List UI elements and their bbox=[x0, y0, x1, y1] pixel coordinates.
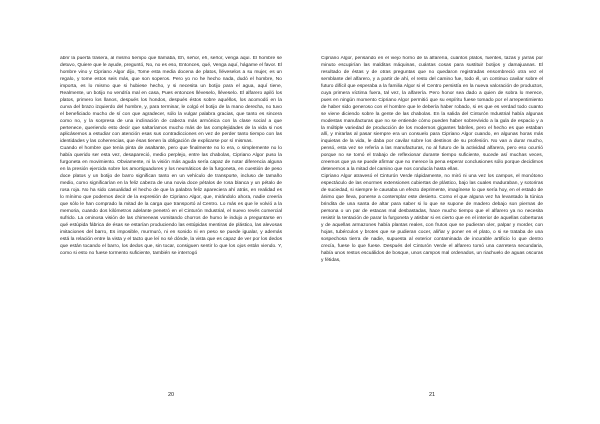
left-page-text bbox=[60, 56, 282, 376]
right-page-text bbox=[321, 56, 543, 376]
right-page bbox=[300, 0, 600, 424]
page-number: 20 bbox=[167, 392, 175, 398]
paragraph: abrir la puerta trasera, al mismo tiempo que llamaba, Eh, señor, eh, señor, venga aquí. El hombre se detuvo, Quiere que le ayude, preguntó, No, no es eso, Entonces, qué, Venga aquí, hágame el favor. El hombre vino y Cipriano Algor dijo, Tome esta media docena de platos, lléveselos a su mujer, es un regalo, y tome estos seis más, que son soperos. Pero yo no he hecho nada, dudó el hombre, No importa, es lo mismo que si hubiese hecho, y si necesita un botijo para el agua, aquí tiene, Realmente, un botijo no vendría mal en casa, Pues entonces lléveselo, lléveselo. El alfarero apiló los platos, primero los llanos, después los hondos, después éstos sobre aquéllos, los acomodó en la curva del brazo izquierdo del hombre, y, para terminar, le colgó el botijo de la mano derecha, no tuvo el beneficiado mucho de sí con que agradecer, sólo la vulgar palabra gracias, que tanto es sincera como no, y la sorpresa de una inclinación de cabeza más armónica con la clase social a que pertenece, queriendo esto decir que saltaríamos mucho más de las complejidades de la vida si nos aplicásemos a estudiar con atención esas sus contradicciones en vez de perder tanto tiempo con las identidades y las coherencias, que ésas tienen la obligación de explicarse por sí mismas. bbox=[60, 56, 282, 145]
paragraph: Cuando el hombre que tenía pinta de asaltante, pero que finalmente no lo era, o simplemente no lo había querido ser esta vez, desapareció, medio perplejo, entre las chabolas, Cipriano Algor puso la furgoneta en movimiento. Obviamente, ni la visión más aguda sería capaz de notar diferencia alguna en la presión ejercida sobre los amortiguadores y los neumáticos de la furgoneta, en cuestión de peso doce platos y un botijo de barro significan tanto en un vehículo de transporte, incluso de tamaño medio, como significarían en la feliz cabeza de una novia doce pétalos de rosa blanca y un pétalo de rosa roja. No ha sido casualidad el hecho de que la palabra feliz apareciera ahí atrás, en realidad es lo mínimo que podemos decir de la expresión de Cipriano Algor, que, mirándolo ahora, nadie creería que sólo le han comprado la mitad de la carga que transportó al Centro. Lo más es que le volvió a la memoria, cuando dos kilómetros adelante penetró en el Cinturón Industrial, el nuevo revés comercial sufrido. La ominosa visión de las chimeneas vomitando chorros de humo le indujo a preguntarse en qué estúpida fábrica de ésas se estarían produciendo las estúpidas mentiras de plástico, las alevosas imitaciones del barro, Es imposible, murmuró, ni en sonido ni en peso se puede igualar, y además está la relación entre la vista y el tacto que leí no sé dónde, la vista que es capaz de ver por los dedos que están tocando el barro, los dedos que, sin tocar, consiguen sentir lo que los ojos están viendo. Y, como si esto no fuese tormento suficiente, también se interrogó bbox=[60, 146, 282, 256]
page-number: 21 bbox=[428, 392, 436, 398]
paragraph: Cipriano Algor atravesó el Cinturón Verde rápidamente, no miró ni una vez los campos, el monótono espectáculo de las enormes extensiones cubiertas de plástico, bajo las cuales maduraban, y sotoriras de suciedad, si siempre le causaba un efecto deprimente, imagínese lo que sería hoy, en el estado de ánimo que lleva, ponerse a contemplar este desierto. Como el que alguna vez ha levantado la túnica brindita de una santa de altar para saber si lo que se supone de madero debajo son piernas de persona o un par de estacas mal desbastadas, hace mucho tiempo que el alfarero ya no necesita resistir la tentación de parar la furgoneta y atisbar si es cierto que en el interior de aquellas coberturas y de aquellas armazones había plantas reales, con frutos que se pudieran oler, palpar y morder, con hojas, tubérculos y brotes que se pudieran cocer, aliñar y poner en el plato, o si se trataba de una sospechosa tierra de nadie, supuesta al exterior contaminada de incurable artificio lo que dentro crecía, fuese lo que fuese. Después del Cinturón Verde el alfarero tomó una carretera secundaria, había unos restos escuálidos de bosque, unos campos mal ordenados, un riachuelo de aguas oscuras y fétidas, bbox=[321, 174, 543, 263]
paragraph: Cipriano Algor, pensando en el viejo horno de la alfarería, cuántos platos, fuentes, tazas y jarras por minuto escupirían las malditas máquinas, cuántas cosas para sustituir botijos y damajuanas. El resultado de éstas y de otras preguntas que no quedaron registradas ensombreció otra vez el semblante del alfarero, y a partir de ahí, el resto del camino fue, todo él, un continuo cavilar sobre el futuro difícil que esperaba a la familia Algor si el Centro persistía en la nueva valoración de productos, cuya primera víctima fuera, tal vez, la alfarería. Pero honor sea dado a quien de sobra lo merece, pues en ningún momento Cipriano Algor permitió que su espíritu fuese tomado por el arrepentimiento de haber sido generoso con el hombre que le debería haber robado, si es que es verdad todo cuanto se viene diciendo sobre la gente de las chabolas. En la salida del Cinturón Industrial había algunas modestas manufacturas que no se entiende cómo pueden haber sobrevivido a la gula de espacio y a la múltiple variedad de producción de los modernos gigantes fabriles, pero el hecho es que estaban allí, y mirarlas al pasar siempre era un consuelo para Cipriano Algor cuando, en algunas horas más inquietas de la vida, le daba por cavilar sobre los destinos de su profesión. No van a durar mucho, pensó, esta vez se refería a las manufacturas, no al futuro de la actividad alfarera, pero eso ocurrió porque no se tomó el trabajo de reflexionar durante tiempo suficiente, sucede así muchas veces, creemos que ya se puede afirmar que no merece la pena esperar conclusiones sólo porque decidimos detenernos a la mitad del camino que nos conducía hasta ellas. bbox=[321, 56, 543, 173]
